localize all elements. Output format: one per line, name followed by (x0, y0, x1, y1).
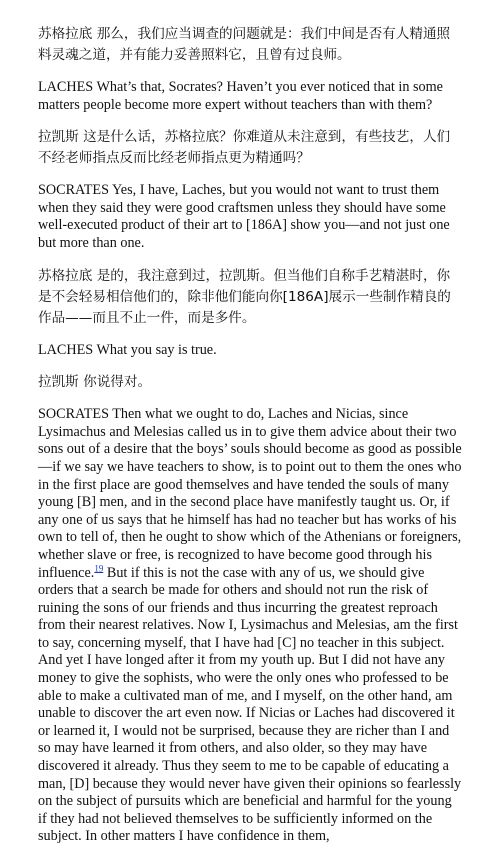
paragraph-zh-socrates-1: 苏格拉底 那么，我们应当调查的问题就是：我们中间是否有人精通照料灵魂之道，并有能力妥善照料它，且曾有过良师。 (38, 26, 451, 63)
paragraph-zh-socrates-2: 苏格拉底 是的，我注意到过，拉凯斯。但当他们自称手艺精湛时，你是不会轻易相信他们的，除非他们能向你[186A]展示一些制作精良的作品——而且不止一件，而是多件。 (38, 267, 451, 326)
paragraph-zh-laches-2: 拉凯斯 你说得对。 (38, 374, 152, 391)
paragraph-en-socrates-3 (38, 406, 462, 846)
paragraph-text-part-1: SOCRATES Then what we ought to do, Laches and Nicias, since Lysimachus and Melesias called us in to give them advice about their two sons out of a desire that the boys’ souls should become as good as possible—if we say we have teachers to show, is to point out to them the ones who in the first place are good themselves and have tended the souls of many young [B] men, and in the second place have manifestly taught us. Or, if any one of us says that he himself has had no teacher but has works of his own to tell of, then he ought to show which of the Athenians or foreigners, whether slave or free, is recognized to have become good through his influence. (38, 406, 462, 581)
paragraph-zh-laches-1: 拉凯斯 这是什么话，苏格拉底？你难道从未注意到，有些技艺，人们不经老师指点反而比经老师指点更为精通吗？ (38, 129, 451, 167)
document-page (38, 24, 462, 859)
paragraph-text-part-2: But if this is not the case with any of us, we should give orders that a search be made for others and should not run the risk of ruining the sons of our friends and thus incurring the greatest reproach from their nearest relatives. Now I, Lysimachus and Melesias, am the first to say, concerning myself, that I have had [C] no teacher in this subject. And yet I have longed after it from my youth up. But I did not have any money to give the sophists, who were the only ones who professed to be able to make a cultivated man of me, and I myself, on the other hand, am unable to discover the art even now. If Nicias or Laches had discovered it or learned it, I would not be surprised, because they are richer than I and so may have learned it from others, and also older, so they may have discovered it already. Thus they seem to me to be capable of educating a man, [D] because they would never have given their opinions so fearlessly on the subject of pursuits which are beneficial and harmful for the young if they had not believed themselves to be sufficiently informed on the subject. In other matters I have confidence in them, (38, 564, 462, 845)
footnote-link[interactable]: 19 (94, 562, 104, 573)
paragraph-en-laches-1: LACHES What’s that, Socrates? Haven’t you ever noticed that in some matters people become more expert without teachers than with them? (38, 79, 443, 113)
paragraph-en-laches-2: LACHES What you say is true. (38, 341, 217, 358)
paragraph-en-socrates-2: SOCRATES Yes, I have, Laches, but you would not want to trust them when they said they were good craftsmen unless they should have some well-executed product of their art to [186A] show you—and not just one but more than one. (38, 182, 450, 251)
